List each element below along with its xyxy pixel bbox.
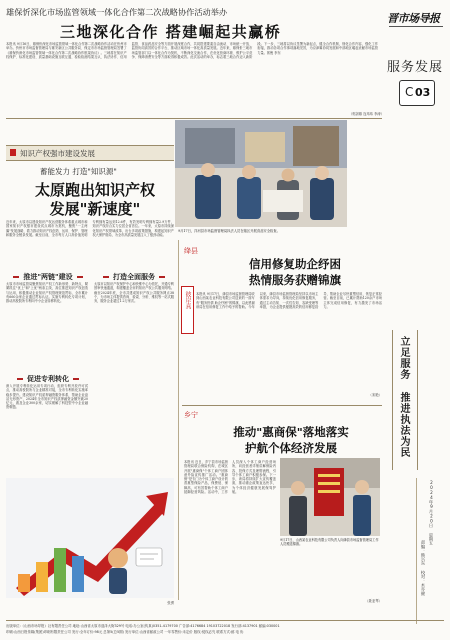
village-article-kicker: 乡宁: [184, 411, 198, 419]
village-article-headline-1: 推动"惠商保"落地落实: [233, 425, 349, 439]
ip-band-marker: [10, 149, 16, 156]
footer-line-2: 印刷:山西日报传媒(集团)印刷有限责任公司 发行:全年订价:98元 总第5(总5期) 发行单位:山西省邮政公司 一年零售价:未定价 版权:侵权必究 联系方式:邮 电 协: [6, 630, 244, 634]
editor-line: 责编：韩兴东 校对：木亦健: [421, 540, 426, 596]
credit-article-body: 本报讯 9月17日，绛县市场监督管理局收到山西某农业科技有限公司送来的一面写有"服务热情 助企纾困"的锦旗，以此感谢该局在信用修复工作中给予的帮助。今年以来，绛县市场监督管理局坚持以市场主体需求为导向，持续优化信用修复服务，通过主动告知、一次性告知、容缺受理等举措，为企业提供便捷高效的信用修复指导，帮助企业尽快重塑信用，恢复正常经营。截至目前，已累计帮助120余户市场主体完成信用修复，有力激发了市场活力。: [196, 292, 382, 309]
credit-article-headline-2: 热情服务获赠锦旗: [249, 273, 341, 287]
masthead: [385, 6, 447, 186]
ip-band-label: 知识产权强市建设发展: [20, 149, 95, 158]
ip-article-headline-1: 太原跑出知识产权: [34, 181, 155, 199]
credit-article-byline: （宋艳）: [368, 393, 382, 397]
masthead-section: 服务发展: [386, 60, 443, 75]
page-number: 03: [415, 86, 431, 99]
footer-rule: [6, 620, 444, 621]
photo-inspection-caption: 9月17日，洋河县市场监督管理局执法人员在辖区开展食品安全检查。: [178, 229, 280, 233]
date-strip-rule: [416, 478, 417, 624]
photo-pennant: [280, 458, 380, 536]
top-article-body: 本报讯 9月16日，雄保忻深化市场监管领域一体化合作第二次战略协作活动在忻州市举办。忻州市市场监督管理局与雄安新区公共服务局、保定市市场监督管理局签署了《雄保忻深化市场监管领域一体化合作第二次战略协作框架协议》。三地将在知识产权保护、标准化建设、质量基础设施互联互通、检验检测结果互认、执法协作、信用监管、食品药品安全等方面开展深度合作，共同搭建要素自由流动、市场统一开放、监管协同高效的合作平台，推动区域市场一体化高质量发展。近年来，雄保忻三地市场监管部门以一体化合作为契机，不断深化交流合作，在优化营商环境、维护公平竞争、保障消费安全等方面取得积极成效。此次活动的举办，标志着三地合作迈入新阶段。下一步，三地将以协议签署为新起点，健全合作机制，细化合作内容，强化工作衔接，推动各项合作事项落地见效，为京津冀协同发展和中部地区崛起贡献市场监管力量。郭俊 李东: [6, 42, 378, 59]
ip-article-kicker: 蓄能发力 打造"知识源": [40, 167, 117, 176]
ip-sub-heading-2: 打造全面服务: [92, 272, 176, 282]
page-code-box: [399, 80, 435, 106]
ip-article-intro: 近年来，太原市以建设知识产权运营服务体系重点城市和国家知识产权强市建设试点城市为契机，聚焦"一主两翼"发展战略，着力推动知识产权创造、运用、保护、管理和服务全链条发展。截至目前，全市每万人口高价值发明专利拥有量达到12.6件，有效发明专利拥有量2.9万件，知识产权综合实力位居全省首位。一年来，太原市持续深化知识产权领域改革，出台多项政策措施，构建起知识产权大保护格局，为全市高质量发展注入了强劲动能。: [6, 220, 174, 237]
village-article-byline: （聂亚琴）: [365, 599, 382, 603]
village-article-body: 本报讯 近日，乡宁县市场监督管理局联合保险机构，在城区开展"惠商保"个体工商户团体意外险宣传推广活动。"惠商保"是专门为个体工商户设计的普惠型保险产品，保费低、保障高，可有效帮助个体工商户抵御经营风险。活动中，工作人员深入个体工商户经营场所，向经营者详细讲解保险内容、投保方式及理赔流程，引导个体工商户积极参保。下一步，该局将持续扩大宣传覆盖面，推动惠企政策直达快享，为个体经济健康发展保驾护航。: [184, 460, 276, 495]
masthead-title: 晋市场导报: [387, 12, 440, 25]
ip-sub-heading-3: 促进专利转化: [6, 374, 90, 384]
ip-sub-body-3: 深入开展专利转化运用专项行动，组织专利开放许可试点，推动高校院所与企业精准对接，全市专利转化实施率稳步提升。建设知识产权质押融资服务体系，帮助企业盘活无形资产，2024年全市知识产权质押融资金额突破20亿元，惠及企业300余家，切实缓解了科技型中小企业融资难题。: [6, 384, 88, 410]
credit-article-headline-1: 信用修复助企纾困: [249, 257, 341, 271]
ip-sub-body-2: 太原市以知识产权保护中心和快维中心为依托，开通专利预审快速通道，构建覆盖全市的知识产权公共服务网络。截至2024年底，全市共建成知识产权公共服务网点38个，为市场主体提供咨询、检索、分析、维权等一站式服务，服务企业超过1.2万家次。: [94, 282, 174, 304]
photo-inspection: [175, 120, 347, 227]
credit-article-kicker: 绛县: [184, 247, 198, 255]
section-divider-top: [6, 118, 382, 119]
ip-sub-heading-1: 推进"两链"建设: [6, 272, 90, 282]
issue-date: 2024年9月20日 星期五: [429, 480, 434, 546]
top-article-headline: 三地深化合作 搭建崛起共赢桥: [60, 23, 282, 41]
photo-pennant-caption: 9月17日，山西某农业科技有限公司负责人向绛县市场监督管理局工作人员赠送锦旗。: [280, 538, 379, 547]
top-article-byline: （郭剑雄 连玮玮 李涛）: [348, 112, 384, 116]
credit-side-tag: [181, 286, 194, 334]
section-divider-middle: [182, 405, 382, 406]
top-article-kicker: 雄保忻深化市场监管领域一体化合作第二次战略协作活动举办: [6, 7, 228, 17]
credit-side-label: 彼岸真: [184, 291, 191, 309]
ip-section-band: [6, 145, 174, 161]
ip-sub-body-1: 太原市市场监管局聚焦知识产权工作新形势、新特点，紧紧抓住"优上"和"上优"两条主线，高位推进知识产权创造与运用，积极推动企业知识产权管理规范贯标，全市累计有660余家企业通过贯标认证。实施专利转化专项计划，推动高校院所专利向中小企业转移转化。: [6, 282, 88, 304]
ip-article-byline: 张勇: [167, 601, 174, 605]
footer-line-1: 出版单位:《山西市场导报》社有限责任公司 地址:山西省太原市迎泽大街329号 电话:办公室(传真)0351-4179700 广告部:4176684 19103722018 发行部:4137901 邮编:030001: [6, 624, 280, 628]
column-divider: [178, 240, 179, 600]
ip-growth-graphic: [6, 478, 174, 598]
side-slogan: 立足服务 推进执法为民: [398, 336, 409, 458]
village-article-headline-2: 护航个体经济发展: [245, 441, 337, 455]
ip-article-headline-2: 发展"新速度": [49, 200, 141, 218]
page-code: C: [405, 85, 414, 99]
masthead-underline: [389, 26, 443, 27]
